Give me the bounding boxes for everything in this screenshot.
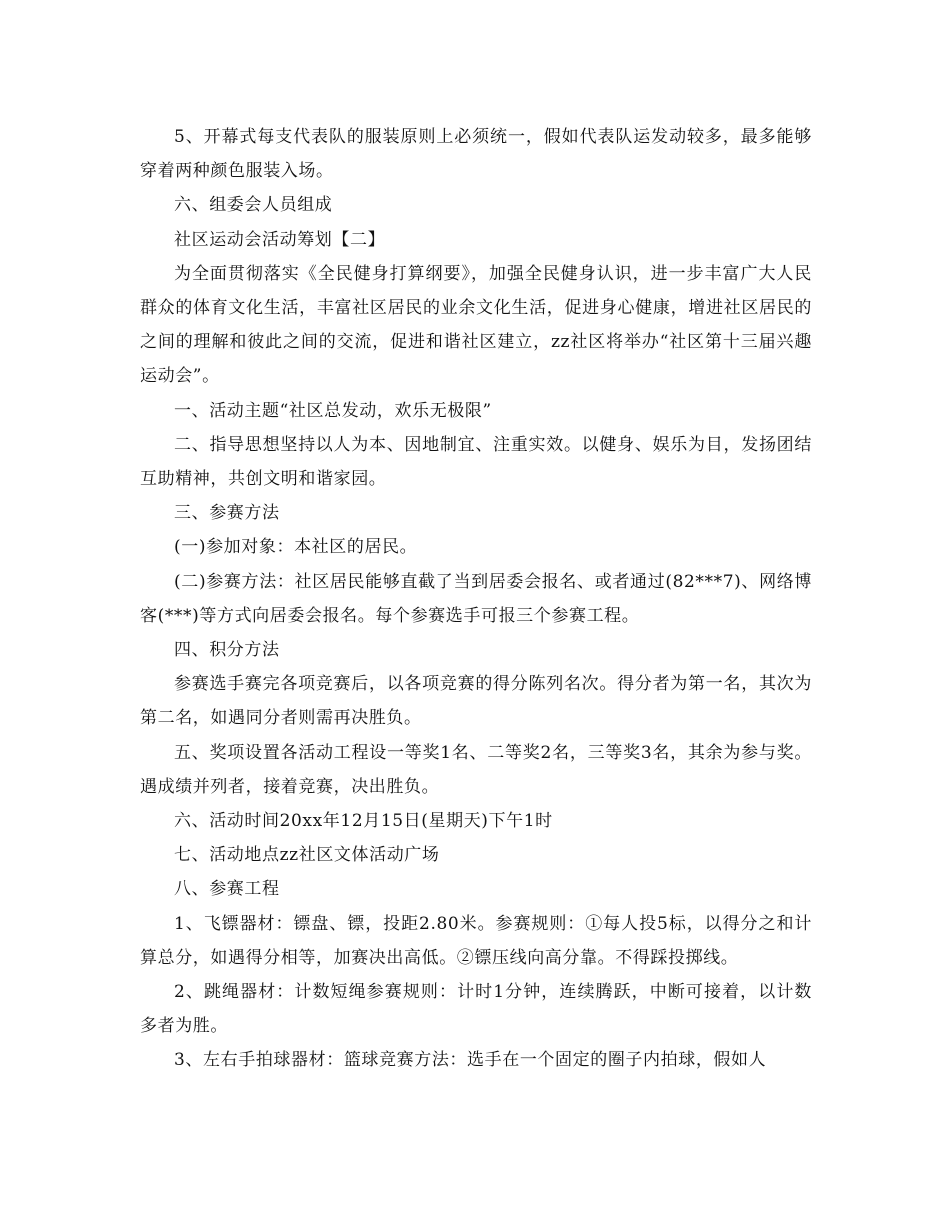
paragraph-participants: (一)参加对象：本社区的居民。 — [174, 537, 418, 558]
paragraph-activity-location: 七、活动地点zz社区文体活动广场 — [174, 845, 440, 866]
paragraph-event-ball-bouncing: 3、左右手拍球器材：篮球竞赛方法：选手在一个固定的圈子内拍球，假如人 — [174, 1050, 767, 1071]
paragraph-activity-time: 六、活动时间20xx年12月15日(星期天)下午1时 — [174, 811, 553, 832]
paragraph-awards: 五、奖项设置各活动工程设一等奖1名、二等奖2名，三等奖3名，其余为参与奖。遇成绩并列者，接着竞赛，决出胜负。 — [140, 742, 812, 797]
heading-participation-method: 三、参赛方法 — [174, 503, 280, 524]
heading-community-sports-plan-two: 社区运动会活动筹划【二】 — [174, 229, 386, 250]
paragraph-scoring-rules: 参赛选手赛完各项竞赛后，以各项竞赛的得分陈列名次。得分者为第一名，其次为第二名，如遇同分者则需再决胜负。 — [140, 674, 812, 729]
heading-scoring-method: 四、积分方法 — [174, 640, 280, 661]
paragraph-guiding-principle: 二、指导思想坚持以人为本、因地制宜、注重实效。以健身、娱乐为目，发扬团结互助精神，共创文明和谐家园。 — [140, 434, 812, 490]
paragraph-activity-theme: 一、活动主题“社区总发动，欢乐无极限” — [174, 400, 492, 421]
paragraph-event-darts: 1、飞镖器材：镖盘、镖，投距2.80米。参赛规则：①每人投5标，以得分之和计算总分，如遇得分相等，加赛决出高低。②镖压线向高分靠。不得踩投掷线。 — [140, 913, 812, 968]
document-body — [140, 120, 812, 1078]
paragraph-registration-method: (二)参赛方法：社区居民能够直截了当到居委会报名、或者通过(82***7)、网络博客(***)等方式向居委会报名。每个参赛选手可报三个参赛工程。 — [140, 571, 812, 626]
heading-events: 八、参赛工程 — [174, 879, 280, 900]
paragraph-introduction: 为全面贯彻落实《全民健身打算纲要》，加强全民健身认识，进一步丰富广大人民群众的体育文化生活，丰富社区居民的业余文化生活，促进身心健康，增进社区居民的之间的理解和彼此之间的交流，促进和谐社区建立，zz社区将举办“社区第十三届兴趣运动会”。 — [140, 263, 812, 387]
paragraph-event-jump-rope: 2、跳绳器材：计数短绳参赛规则：计时1分钟，连续腾跃，中断可接着，以计数多者为胜。 — [140, 982, 812, 1037]
paragraph-uniform-dress-rule: 5、开幕式每支代表队的服装原则上必须统一，假如代表队运发动较多，最多能够穿着两种颜色服装入场。 — [140, 127, 812, 182]
heading-committee-members: 六、组委会人员组成 — [174, 195, 333, 216]
